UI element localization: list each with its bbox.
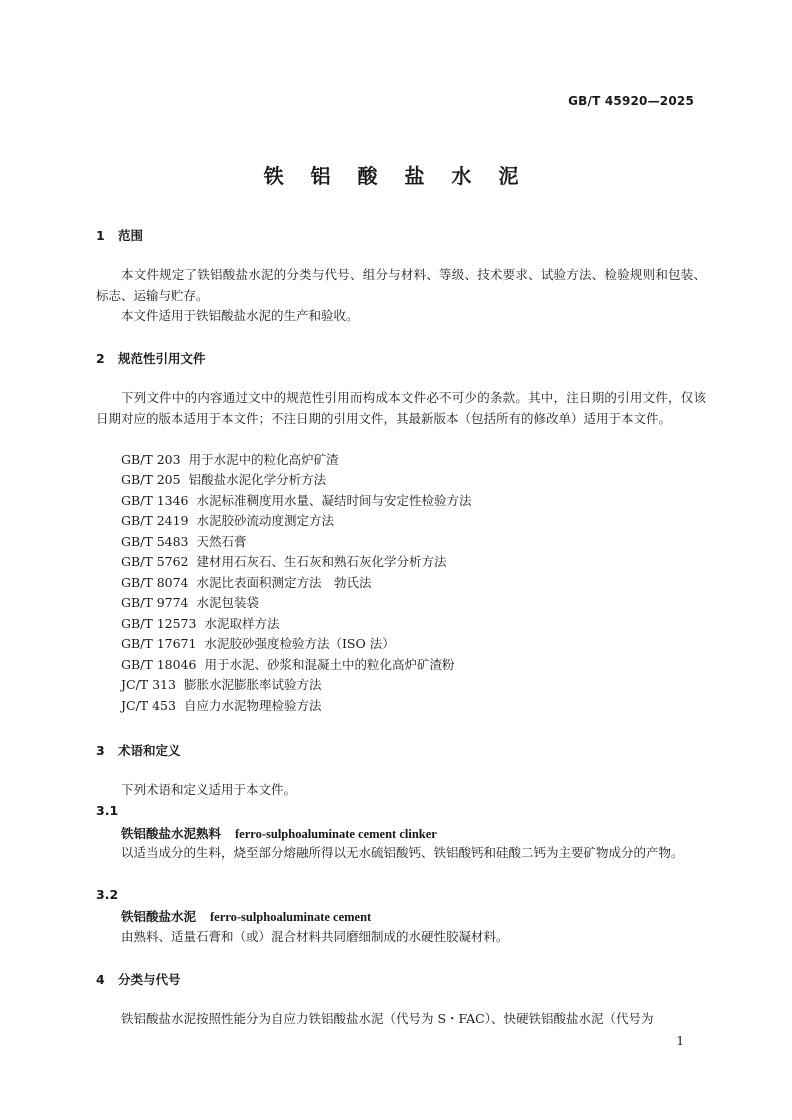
normative-references-intro: 下列文件中的内容通过文中的规范性引用而构成本文件必不可少的条款。其中，注日期的引用文件，仅该日期对应的版本适用于本文件；不注日期的引用文件，其最新版本（包括所有的修改单）适用于本文件。 <box>96 390 706 426</box>
reference-name: 水泥标准稠度用水量、凝结时间与安定性检验方法 <box>196 493 472 508</box>
classification-paragraph: 铁铝酸盐水泥按照性能分为自应力铁铝酸盐水泥（代号为 S・FAC）、快硬铁铝酸盐水泥（代号为 <box>121 1011 654 1026</box>
term-chinese: 铁铝酸盐水泥 <box>121 909 197 924</box>
reference-code: JC/T 453 <box>121 698 176 713</box>
reference-name: 铝酸盐水泥化学分析方法 <box>188 472 327 487</box>
reference-code: GB/T 8074 <box>121 575 189 590</box>
section-title: 规范性引用文件 <box>118 351 206 366</box>
document-title: 铁 铝 酸 盐 水 泥 <box>263 164 529 188</box>
reference-item <box>121 696 321 717</box>
reference-name: 水泥比表面积测定方法 勃氏法 <box>196 575 372 590</box>
reference-name: 建材用石灰石、生石灰和熟石灰化学分析方法 <box>196 554 447 569</box>
section-3-heading <box>96 741 181 759</box>
reference-code: GB/T 5483 <box>121 534 189 549</box>
reference-name: 膨胀水泥膨胀率试验方法 <box>183 677 322 692</box>
reference-code: GB/T 12573 <box>121 616 197 631</box>
page-number: 1 <box>676 1034 684 1048</box>
reference-item <box>121 552 447 573</box>
reference-name: 用于水泥中的粒化高炉矿渣 <box>188 452 339 467</box>
reference-item <box>121 614 279 635</box>
section-2-heading <box>96 349 206 367</box>
reference-item <box>121 675 321 696</box>
reference-code: GB/T 1346 <box>121 493 189 508</box>
reference-name: 水泥胶砂流动度测定方法 <box>196 513 335 528</box>
section-1-heading <box>96 226 143 244</box>
term-number: 3.2 <box>96 887 119 902</box>
reference-item <box>121 470 326 491</box>
reference-item <box>121 573 372 594</box>
reference-item <box>121 450 339 471</box>
section-number: 3 <box>96 743 105 758</box>
term-chinese: 铁铝酸盐水泥熟料 <box>121 826 222 841</box>
reference-item <box>121 593 259 614</box>
standard-number: GB/T 45920—2025 <box>568 94 694 108</box>
section-number: 2 <box>96 351 105 366</box>
reference-code: JC/T 313 <box>121 677 176 692</box>
reference-name: 水泥取样方法 <box>204 616 280 631</box>
reference-item <box>121 511 334 532</box>
reference-name: 水泥包装袋 <box>196 595 260 610</box>
reference-name: 用于水泥、砂浆和混凝土中的粒化高炉矿渣粉 <box>204 657 455 672</box>
term-english: ferro-sulphoaluminate cement <box>210 910 372 924</box>
section-title: 分类与代号 <box>118 972 181 987</box>
term-entry <box>121 824 437 842</box>
reference-code: GB/T 18046 <box>121 657 197 672</box>
reference-code: GB/T 205 <box>121 472 181 487</box>
reference-item <box>121 532 247 553</box>
reference-code: GB/T 9774 <box>121 595 189 610</box>
term-definition: 以适当成分的生料，烧至部分熔融所得以无水硫铝酸钙、铁铝酸钙和硅酸二钙为主要矿物成分的产物。 <box>121 845 684 860</box>
scope-paragraph-2: 本文件适用于铁铝酸盐水泥的生产和验收。 <box>121 308 359 323</box>
term-entry <box>121 907 371 925</box>
section-title: 范围 <box>118 228 144 243</box>
term-number: 3.1 <box>96 803 119 818</box>
term-definition: 由熟料、适量石膏和（或）混合材料共同磨细制成的水硬性胶凝材料。 <box>121 929 509 944</box>
section-number: 4 <box>96 972 105 987</box>
reference-code: GB/T 17671 <box>121 636 197 651</box>
reference-name: 天然石膏 <box>196 534 247 549</box>
reference-item <box>121 655 454 676</box>
reference-code: GB/T 5762 <box>121 554 189 569</box>
section-number: 1 <box>96 228 105 243</box>
term-english: ferro-sulphoaluminate cement clinker <box>235 827 437 841</box>
reference-code: GB/T 203 <box>121 452 181 467</box>
scope-paragraph-1: 本文件规定了铁铝酸盐水泥的分类与代号、组分与材料、等级、技术要求、试验方法、检验规则和包装、标志、运输与贮存。 <box>96 267 706 303</box>
reference-code: GB/T 2419 <box>121 513 189 528</box>
reference-name: 自应力水泥物理检验方法 <box>183 698 322 713</box>
section-4-heading <box>96 970 181 988</box>
terms-intro: 下列术语和定义适用于本文件。 <box>121 782 297 797</box>
reference-item <box>121 491 472 512</box>
reference-item <box>121 634 395 655</box>
section-title: 术语和定义 <box>118 743 181 758</box>
reference-name: 水泥胶砂强度检验方法（ISO 法） <box>204 636 395 651</box>
